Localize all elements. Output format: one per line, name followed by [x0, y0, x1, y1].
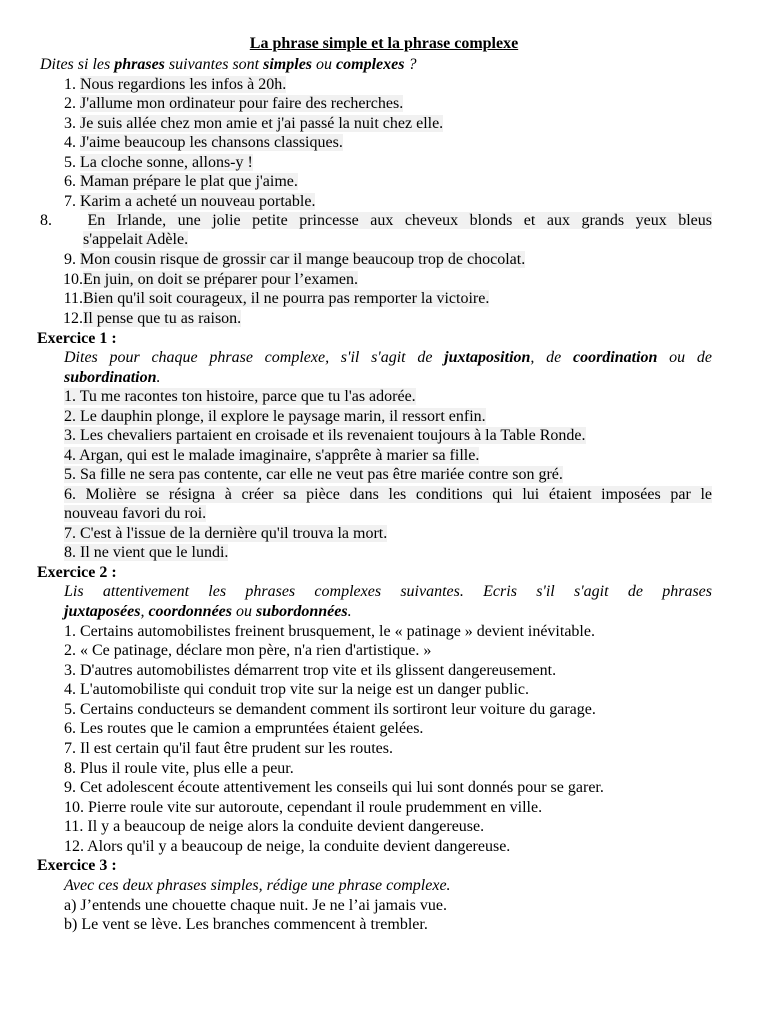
intro-text-mid1: suivantes sont	[164, 56, 264, 73]
list-item-continuation	[64, 504, 206, 523]
page-title: La phrase simple et la phrase complexe	[249, 35, 519, 52]
list-item	[64, 778, 604, 797]
item-text: 3. Les chevaliers partaient en croisade et ils revenaient toujours à la Table Ronde.	[64, 427, 586, 444]
item-text: b) Le vent se lève. Les branches commencent à trembler.	[64, 916, 428, 933]
item-number: 8.	[40, 212, 52, 229]
list-item	[40, 270, 358, 289]
item-number: 7.	[64, 193, 76, 210]
item-text: 8. Il ne vient que le lundi.	[64, 544, 229, 561]
intro-bold-simples: simples	[263, 56, 313, 73]
list-item	[64, 387, 416, 406]
ex1-instr-post: .	[156, 369, 161, 386]
list-item	[64, 837, 510, 856]
item-text: En Irlande, une jolie petite princesse aux cheveux blonds et aux grands yeux bleus	[87, 212, 713, 229]
list-item	[64, 719, 423, 738]
item-number: 2.	[64, 95, 76, 112]
item-number: 9.	[64, 251, 76, 268]
item-text: 8. Plus il roule vite, plus elle a peur.	[64, 760, 294, 777]
ex1-instr-mid1: , de	[530, 349, 573, 366]
exercise-1-instruction	[64, 348, 712, 367]
exercise-2-instruction-cont	[64, 602, 352, 621]
item-number: 11.	[63, 290, 83, 307]
list-item	[40, 250, 525, 269]
list-item	[64, 680, 529, 699]
list-item	[64, 739, 393, 758]
ex1-instr-pre: Dites pour chaque phrase complexe, s'il s'agit de	[64, 349, 445, 366]
item-text: 12. Alors qu'il y a beaucoup de neige, la conduite devient dangereuse.	[64, 838, 511, 855]
item-text: Karim a acheté un nouveau portable.	[80, 193, 316, 210]
ex2-bold-subordonnees: subordonnées	[256, 603, 348, 620]
list-item	[40, 133, 343, 152]
ex2-end: .	[347, 603, 352, 620]
item-text: 6. Les routes que le camion a empruntées étaient gelées.	[64, 720, 424, 737]
list-item	[40, 153, 253, 172]
item-text: Il pense que tu as raison.	[83, 310, 242, 327]
exercise-2-instruction	[64, 582, 712, 601]
item-text: Je suis allée chez mon amie et j'ai passé la nuit chez elle.	[80, 115, 444, 132]
list-item	[64, 896, 447, 915]
item-text: Mon cousin risque de grossir car il mange beaucoup trop de chocolat.	[80, 251, 526, 268]
list-item	[40, 192, 315, 211]
item-number: 10.	[63, 271, 83, 288]
ex1-instr-mid2: ou de	[657, 349, 712, 366]
item-text: a) J’entends une chouette chaque nuit. Je ne l’ai jamais vue.	[64, 897, 447, 914]
item-text: En juin, on doit se préparer pour l’examen.	[83, 271, 359, 288]
list-item	[64, 407, 486, 426]
item-text: nouveau favori du roi.	[64, 505, 207, 522]
exercise-1-heading: Exercice 1 :	[37, 330, 117, 347]
item-number: 4.	[64, 134, 76, 151]
ex2-bold-juxtaposees: juxtaposées	[64, 603, 141, 620]
item-text: 6. Molière se résigna à créer sa pièce dans les conditions qui lui étaient imposées par le	[64, 486, 712, 503]
list-item	[64, 524, 387, 543]
list-item	[40, 211, 712, 230]
ex2-sep2: ou	[232, 603, 257, 620]
intro-bold-phrases: phrases	[114, 56, 165, 73]
exercise-3-instruction: Avec ces deux phrases simples, rédige une phrase complexe.	[64, 877, 451, 894]
item-text: La cloche sonne, allons-y !	[80, 154, 253, 171]
item-text: 2. Le dauphin plonge, il explore le paysage marin, il ressort enfin.	[64, 408, 486, 425]
list-item	[64, 700, 596, 719]
item-text: 1. Tu me racontes ton histoire, parce que tu l'as adorée.	[64, 388, 416, 405]
list-item	[64, 661, 556, 680]
item-number: 5.	[64, 154, 76, 171]
item-text: Maman prépare le plat que j'aime.	[80, 173, 298, 190]
list-item	[64, 915, 428, 934]
list-item	[64, 543, 228, 562]
item-text: J'aime beaucoup les chansons classiques.	[80, 134, 343, 151]
item-text: 10. Pierre roule vite sur autoroute, cependant il roule prudemment en ville.	[64, 799, 543, 816]
list-item	[64, 622, 595, 641]
intro-text-mid2: ou	[312, 56, 337, 73]
list-item	[40, 75, 286, 94]
ex2-sep1: ,	[140, 603, 149, 620]
intro-text-pre: Dites si les	[40, 56, 115, 73]
list-item	[64, 465, 563, 484]
item-text: 9. Cet adolescent écoute attentivement les conseils qui lui sont donnés pour se garer.	[64, 779, 604, 796]
exercise-2-heading: Exercice 2 :	[37, 564, 117, 581]
item-number: 6.	[64, 173, 76, 190]
list-item	[64, 446, 479, 465]
item-text: 5. Certains conducteurs se demandent comment ils sortiront leur voiture du garage.	[64, 701, 596, 718]
item-text: Nous regardions les infos à 20h.	[80, 76, 287, 93]
item-number: 3.	[64, 115, 76, 132]
list-item	[40, 172, 298, 191]
exercise-1-instruction-cont	[64, 368, 160, 387]
list-item-continuation	[83, 230, 188, 249]
list-item	[64, 426, 586, 445]
intro-bold-complexes: complexes	[336, 56, 405, 73]
intro-text-post: ?	[404, 56, 417, 73]
ex1-bold-juxtaposition: juxtaposition	[444, 349, 531, 366]
item-number: 1.	[64, 76, 76, 93]
item-text: 4. L'automobiliste qui conduit trop vite sur la neige est un danger public.	[64, 681, 530, 698]
list-item	[64, 641, 431, 660]
item-text: 3. D'autres automobilistes démarrent trop vite et ils glissent dangereusement.	[64, 662, 557, 679]
ex2-bold-coordonnees: coordonnées	[148, 603, 233, 620]
item-text: 11. Il y a beaucoup de neige alors la conduite devient dangereuse.	[64, 818, 485, 835]
item-text: 1. Certains automobilistes freinent brusquement, le « patinage » devient inévitable.	[64, 623, 595, 640]
item-text: J'allume mon ordinateur pour faire des recherches.	[80, 95, 404, 112]
item-text: s'appelait Adèle.	[83, 231, 189, 248]
item-text: 5. Sa fille ne sera pas contente, car elle ne veut pas être mariée contre son gré.	[64, 466, 563, 483]
list-item	[64, 817, 484, 836]
list-item	[64, 798, 542, 817]
ex2-instr-line1: Lis attentivement les phrases complexes suivantes. Ecris s'il s'agit de phrases	[64, 583, 712, 600]
list-item	[64, 759, 294, 778]
exercise-3-heading: Exercice 3 :	[37, 857, 117, 874]
item-text: 2. « Ce patinage, déclare mon père, n'a rien d'artistique. »	[64, 642, 432, 659]
item-text: Bien qu'il soit courageux, il ne pourra pas remporter la victoire.	[83, 290, 490, 307]
list-item	[64, 485, 712, 504]
intro-instruction	[40, 55, 416, 74]
list-item	[40, 309, 241, 328]
item-text: 7. C'est à l'issue de la dernière qu'il trouva la mort.	[64, 525, 388, 542]
ex1-bold-coordination: coordination	[572, 349, 658, 366]
ex1-bold-subordination: subordination	[64, 369, 157, 386]
list-item	[40, 94, 403, 113]
list-item	[40, 114, 443, 133]
item-text: 7. Il est certain qu'il faut être prudent sur les routes.	[64, 740, 393, 757]
list-item	[40, 289, 489, 308]
item-text: 4. Argan, qui est le malade imaginaire, s'apprête à marier sa fille.	[64, 447, 480, 464]
item-number: 12.	[63, 310, 83, 327]
